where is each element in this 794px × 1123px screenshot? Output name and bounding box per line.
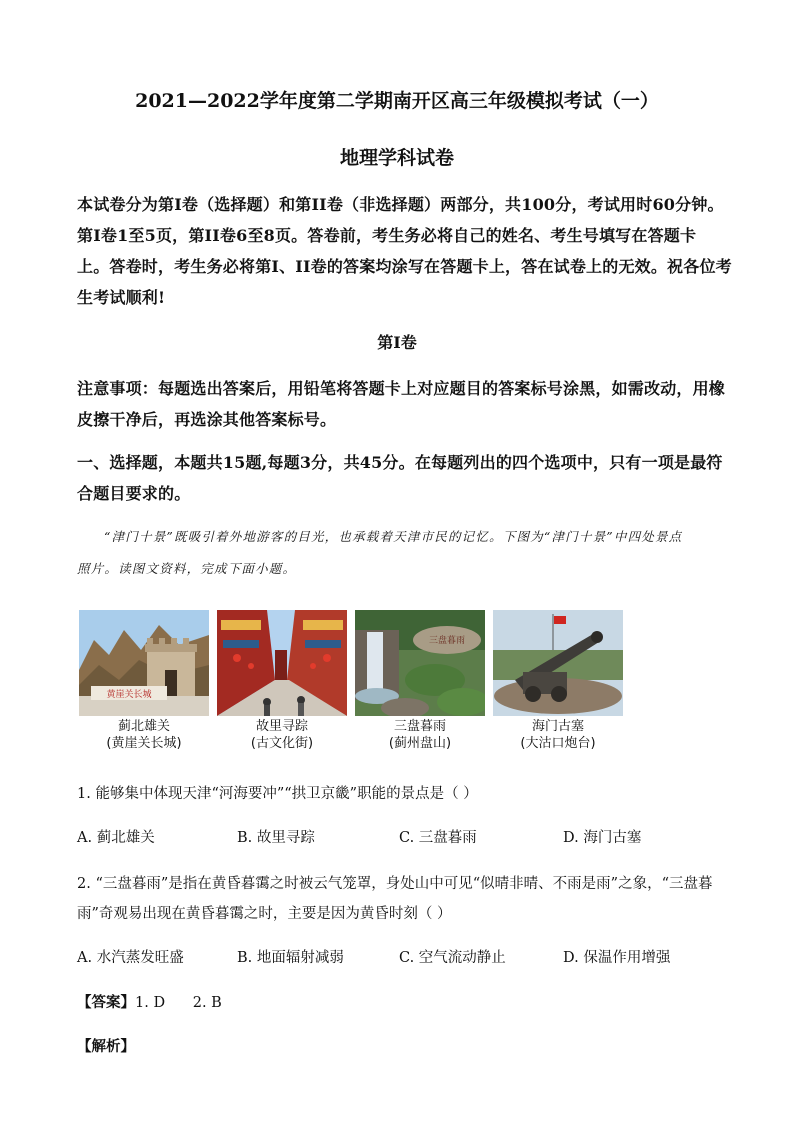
photo-caption [217,718,347,752]
caption-detail: (古文化街) [250,736,314,751]
answer-label: 【答案】 [77,994,135,1011]
question-1-option-a[interactable]: A. 蓟北雄关 [77,830,155,846]
question-2-option-d[interactable]: D. 保温作用增强 [563,950,671,966]
photo-sign-text: 三盘暮雨 [428,636,466,646]
caption-detail: (黄崖关长城) [106,736,182,751]
photo-culture-street [217,610,347,716]
part-one-line: 合题目要求的。 [77,484,191,503]
question-1-option-d[interactable]: D. 海门古塞 [563,830,642,846]
photo-caption [355,718,485,752]
intro-line: 生考试顺利! [77,288,166,307]
caption-name: 故里寻踪 [255,719,308,734]
notice-line: 注意事项：每题选出答案后，用铅笔将答题卡上对应题目的答案标号涂黑，如需改动，用橡 [77,379,726,398]
question-1-stem: 1. 能够集中体现天津“河海要冲”“拱卫京畿”职能的景点是（ ） [77,786,478,802]
exam-title: 2021—2022学年度第二学期南开区高三年级模拟考试（一） [135,90,659,112]
intro-line: 上。答卷时，考生务必将第I、II卷的答案均涂写在答题卡上，答在试卷上的无效。祝各位考 [77,257,732,276]
photo-sign-text: 黄崖关长城 [106,690,152,700]
caption-name: 蓟北雄关 [117,719,170,734]
caption-name: 海门古塞 [531,719,584,734]
passage-line: “津门十景”既吸引着外地游客的目光，也承载着天津市民的记忆。下图为“津门十景”中四处景点 [104,529,683,544]
notice-line: 皮擦干净后，再选涂其他答案标号。 [77,410,337,429]
question-2-stem: 2. “三盘暮雨”是指在黄昏暮霭之时被云气笼罩，身处山中可见“似晴非晴、不雨是雨”之象，“三盘暮 [77,876,713,892]
answer-line [77,991,222,1012]
intro-line: 本试卷分为第I卷（选择题）和第II卷（非选择题）两部分，共100分，考试用时60分钟。 [77,195,724,214]
part-one-line: 一、选择题，本题共15题,每题3分，共45分。在每题列出的四个选项中，只有一项是最符 [77,453,723,472]
photo-caption [79,718,209,752]
exam-subtitle: 地理学科试卷 [339,147,454,169]
photo-great-wall [79,610,209,716]
caption-detail: (蓟州盘山) [388,736,452,751]
question-2-option-b[interactable]: B. 地面辐射减弱 [237,950,344,966]
section-title: 第I卷 [377,333,417,352]
photo-caption [493,718,623,752]
question-1-option-c[interactable]: C. 三盘暮雨 [399,830,477,846]
analysis-label: 【解析】 [77,1038,135,1055]
photo-cannon [493,610,623,716]
intro-line: 第I卷1至5页，第II卷6至8页。答卷前，考生务必将自己的姓名、考生号填写在答题卡 [77,226,697,245]
question-2-option-c[interactable]: C. 空气流动静止 [399,950,506,966]
caption-detail: (大沽口炮台) [520,736,596,751]
question-2-option-a[interactable]: A. 水汽蒸发旺盛 [77,950,184,966]
passage-line: 照片。读图文资料，完成下面小题。 [77,561,297,576]
question-1-option-b[interactable]: B. 故里寻踪 [237,830,315,846]
photo-panshan [355,610,485,716]
answer-text: 1. D 2. B [135,995,222,1011]
question-2-stem: 雨”奇观易出现在黄昏暮霭之时，主要是因为黄昏时刻（ ） [77,906,452,922]
caption-name: 三盘暮雨 [393,719,446,734]
